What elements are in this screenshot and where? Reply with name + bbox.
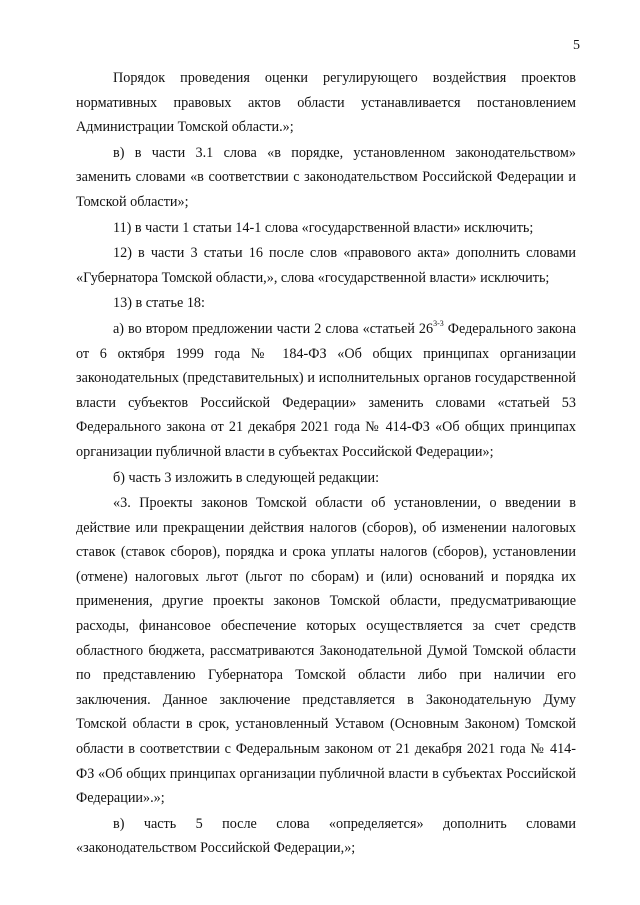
- paragraph-item-11: 11) в части 1 статьи 14-1 слова «государственной власти» исключить;: [113, 219, 534, 236]
- paragraph-item-b: б) часть 3 изложить в следующей редакции:: [113, 469, 380, 486]
- paragraph-item-12: 12) в части 3 статьи 16 после слов «правового акта» дополнить словами «Губернатора Томской области,», слова «государственной власти» исключить;: [76, 245, 576, 286]
- paragraph-item-a: [76, 317, 576, 465]
- paragraph-item-v-part-5: в) часть 5 после слова «определяется» дополнить словами «законодательством Российской Федерации,»;: [76, 815, 576, 857]
- paragraph-procedure-end: Администрации Томской области.»;: [76, 119, 294, 136]
- paragraph-procedure: Порядок проведения оценки регулирующего воздействия проектов нормативных правовых актов области устанавливается постановлением: [76, 70, 576, 111]
- paragraph-item-13: 13) в статье 18:: [113, 295, 205, 312]
- item-a-text-before: а) во втором предложении части 2 слова «статьей 26: [113, 320, 434, 337]
- paragraph-new-part-3: «3. Проекты законов Томской области об установлении, о введении в действие или прекращении действия налогов (сборов), об изменении налоговых ставок (ставок сборов), порядка и срока уплаты налогов (сборов), установлении (отмене) налоговых льгот (льгот по сборам) и (или) оснований и порядка их применения, другие проекты законов Томской области, предусматривающие расходы, финансовое обеспечение которых осуществляется за счет средств областного бюджета, рассматриваются Законодательной Думой Томской области по представлению Губернатора Томской области либо при наличии его заключения. Данное заключение представляется в Законодательную Думу Томской области в срок, установленный Уставом (Основным Законом) Томской области в соответствии с Федеральным законом от 21 декабря 2021 года № 414-ФЗ «Об общих принципах организации публичной власти в субъектах Российской Федерации».»;: [76, 495, 576, 807]
- page-number: 5: [573, 38, 580, 53]
- paragraph-item-v-3-1: в) в части 3.1 слова «в порядке, установленном законодательством» заменить словами «в соответствии с законодательством Российской Федерации и Томской области»;: [76, 144, 576, 210]
- item-a-text-after: Федерального закона от 6 октября 1999 года № 184-ФЗ «Об общих принципах организации законодательных (представительных) и исполнительных органов государственной власти субъектов Российской Федерации» заменить словами «статьей 53 Федерального закона от 21 декабря 2021 года № 414-ФЗ «Об общих принципах организации публичной власти в субъектах Российской Федерации»;: [76, 320, 576, 460]
- document-body: [76, 66, 576, 861]
- item-a-superscript: 3-3: [433, 318, 444, 328]
